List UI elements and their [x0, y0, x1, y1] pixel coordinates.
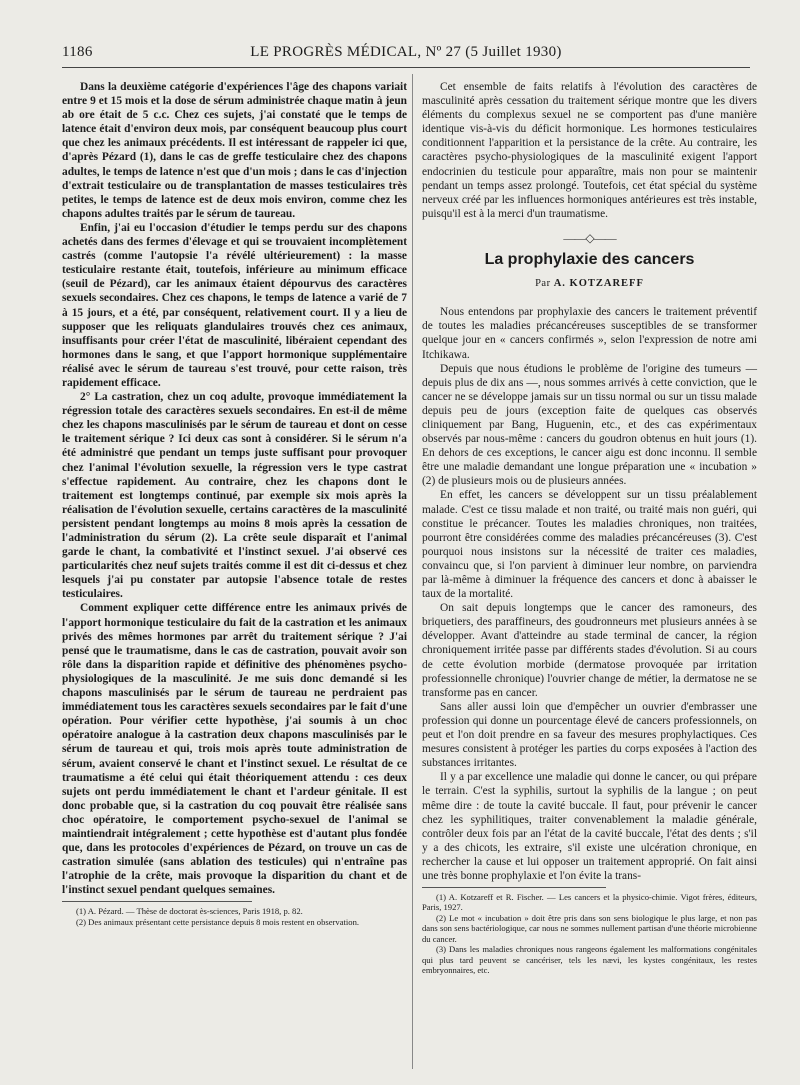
left-footnotes	[62, 906, 407, 927]
left-paragraph: 2° La castration, chez un coq adulte, provoque immédiatement la régression totale des caractères sexuels secondaires. En est-il de même chez les chapons masculinisés par le sérum de taureau et dont on cesse le traitement sérique ? Ici deux cas sont à considérer. Si le sérum n'a été administré que pendant un temps juste suffisant pour provoquer chez l'animal l'évolution sexuelle, la régression vers le type castrat s'effectue rapidement. Au contraire, chez les chapons dont le traitement est longtemps continué, par exemple six mois après la réalisation de l'évolution sexuelle, certains caractères de la masculinité persistent pendant longtemps au moins 8 mois après la cessation de l'administration du sérum (2). La crête seule disparaît et l'animal garde le chant, la combativité et l'instinct sexuel. J'ai observé ces particularités chez neuf sujets traités comme il est dit ci-dessus et chez lesquels j'ai pu constater par autopsie l'absence totale de restes testiculaires.	[62, 391, 407, 601]
right-paragraph: Nous entendons par prophylaxie des cancers le traitement préventif de toutes les maladies précancéreuses susceptibles de se transformer quelque jour en « cancers confirmés », selon l'expression de notre ami Itchikawa.	[422, 306, 757, 361]
left-paragraph: Enfin, j'ai eu l'occasion d'étudier le temps perdu sur des chapons achetés dans des fermes d'élevage et qui se trouvaient incomplètement castrés (comme l'autopsie l'a révélé ultérieurement) : la masse testiculaire restante était, toutefois, inférieure au minimum efficace (seuil de Pézard), car les animaux étaient dépourvus des caractères sexuels secondaires. Chez ces chapons, le temps de latence a varié de 7 à 15 jours, et a été, par conséquent, relativement court. Il y a lieu de supposer que les reliquats glandulaires trouvés chez ces animaux, insuffisants pour créer l'état de masculinité, libéraient cependant des hormones dans le sang, et que l'apport hormonique supplémentaire réalisé avec le sérum de taureau s'est trouvé, pour cette raison, très rapidement efficace.	[62, 221, 407, 389]
page-number: 1186	[62, 44, 93, 60]
right-paragraph: Il y a par excellence une maladie qui donne le cancer, ou qui prépare le terrain. C'est la syphilis, surtout la syphilis de la langue ; on peut même dire : de toute la cavité buccale. Il faut, pour prévenir le cancer chez les syphilitiques, traiter convenablement la maladie générale, contrôler deux fois par an l'état de la cavité buccale, l'état des dents ; s'il y a des chicots, les extraire, s'il existe une ulcération chronique, en rechercher la cause et lui opposer un traitement approprié. On fait ainsi une très bonne prophylaxie et l'on évite la trans-	[422, 771, 757, 882]
byline-author: A. KOTZAREFF	[553, 278, 644, 290]
left-body	[62, 80, 407, 897]
article-title: La prophylaxie des cancers	[484, 251, 695, 269]
footnote: (1) A. Kotzareff et R. Fischer. — Les cancers et la physico-chimie. Vigot frères, éditeurs, Paris, 1927.	[422, 892, 757, 913]
right-intro-paragraph: Cet ensemble de faits relatifs à l'évolution des caractères de masculinité après cessation du traitement sérique montre que les divers éléments du complexus sexuel ne se comportent pas d'une manière identique vis-à-vis du déficit hormonique. Les hormones testiculaires conditionnent l'apparition et la persistance de la crête. Au contraire, les caractères psycho-physiologiques de la masculinité exigent l'apport endocrinien du testicule pour apparaître, mais non pour se maintenir pendant un temps assez prolongé. Toutefois, cet état spécial du système nerveux créé par les influences hormoniques antérieures est très instable, puisqu'il est à la merci d'un traumatisme.	[422, 81, 757, 220]
footnote: (2) Des animaux présentant cette persistance depuis 8 mois restent en observation.	[76, 916, 360, 927]
left-column	[62, 80, 407, 927]
footnote: (3) Dans les maladies chroniques nous rangeons également les malformations congénitales qui plus tard peuvent se cancériser, tels les nævi, les kystes congénitaux, les restes embryonnaires, etc.	[422, 944, 757, 975]
right-paragraph: Depuis que nous étudions le problème de l'origine des tumeurs — depuis plus de dix ans —, nous sommes arrivés à cette conviction, que le cancer ne se développe jamais sur un tissu normal ou sur un tissu malade depuis peu de jours (exception faite de quelques cas observés cliniquement par Bang, Huguenin, etc., et des cas expérimentaux observés par nous-même : cancers du goudron obtenus en huit jours (1). En dehors de ces exceptions, le cancer aigu est donc inconnu. Il semble être une maladie demandant une longue préparation une « incubation » (2) de plusieurs mois ou de plusieurs années.	[422, 362, 757, 488]
right-paragraph: En effet, les cancers se développent sur un tissu préalablement malade. C'est ce tissu malade et non traité, ou traité mais non guéri, qui constitue le précancer. Toutes les maladies chroniques, non traitées, pourront être considérées comme des maladies précancéreuses (3). C'est pourquoi nous insistons sur la nécessité de traiter ces maladies, convaincu que, si l'on parvient à diminuer leur nombre, on parviendra par là-même à diminuer la fréquence des cancers et donc à abaisser le taux de la mortalité.	[422, 489, 757, 601]
right-paragraph: On sait depuis longtemps que le cancer des ramoneurs, des briquetiers, des paraffineurs, des goudronneurs met plusieurs années à se développer. Avant d'atteindre au stade terminal de cancer, la région chroniquement irritée passe par différents stades d'évolution. Si au cours de cette évolution morbide (dermatose provoquée par irritation professionnelle chronique) l'ouvrier change de métier, la dermatose ne se transforme pas en cancer.	[422, 602, 757, 699]
left-paragraph: Comment expliquer cette différence entre les animaux privés de l'apport hormonique testiculaire du fait de la castration et les animaux privés des mêmes hormones par arrêt du traitement sérique ? J'ai pensé que le traumatisme, dans le cas de castration, pouvait avoir son rôle dans la disparition rapide et définitive des phénomènes psycho-physiologiques de la masculinité. Je me suis donc demandé si les chapons masculinisés par le sérum de taureau ne perdraient pas immédiatement tous les caractères sexuels secondaires par le fait d'une opération. Pour vérifier cette hypothèse, j'ai soumis à un choc opératoire analogue à la castration deux chapons masculinisés par le sérum de taureau et qui, trois mois après toute administration de sérum, avaient conservé le chant et l'instinct sexuel. Le résultat de ce traumatisme a été celui qui était théoriquement attendu : ces deux sujets ont perdu immédiatement le chant et l'ardeur génitale. Il est donc probable que, si la castration du coq pouvait être réalisée sans choc opératoire, le comportement psycho-sexuel de l'animal se maintiendrait intégralement ; cette hypothèse est d'autant plus fondée que, dans les protocoles d'expériences de Pézard, on trouve un cas de castration simulée (sans ablation des testicules) qui n'entraîne pas l'atrophie de la crête, mais provoque la disparition du chant et de l'instinct sexuel pendant quelques semaines.	[62, 602, 407, 897]
byline-prefix: Par	[535, 278, 551, 290]
left-paragraph: Dans la deuxième catégorie d'expériences l'âge des chapons variait entre 9 et 15 mois et la dose de sérum administrée chaque matin à jeun ab ore était de 5 c.c. Chez ces sujets, j'ai constaté que le temps de latence était d'environ deux mois, par conséquent beaucoup plus court que chez les animaux précédents. Il est intéressant de rappeler ici que, d'après Pézard (1), dans le cas de greffe testiculaire chez des chapons adultes, le temps de latence n'est que d'un mois ; dans le cas d'injection d'extrait testiculaire ou de transplantation de masses testiculaires très petites, le temps de latence est de deux mois environ, comme chez les chapons adultes traités par le sérum de taureau.	[62, 81, 407, 220]
footnote: (2) Le mot « incubation » doit être pris dans son sens biologique le plus large, et non pas dans son sens bactériologique, car nous ne sommes nullement partisan d'une théorie microbienne du cancer.	[422, 912, 757, 944]
ornament-divider: ——◇——	[563, 230, 616, 245]
journal-title: LE PROGRÈS MÉDICAL, Nº 27 (5 Juillet 1930)	[250, 44, 562, 60]
footnote-rule	[422, 887, 606, 888]
right-footnotes	[422, 892, 757, 975]
header-rule	[62, 67, 750, 68]
page-header	[62, 44, 750, 66]
right-paragraph: Sans aller aussi loin que d'empêcher un ouvrier d'embrasser une profession qui donne un pourcentage élevé de cancers professionnels, on peut et l'on doit prendre en sa faveur des mesures prophylactiques. Ces mesures consistent à protéger les parties du corps exposées à l'action des substances irritantes.	[422, 700, 757, 770]
footnote: (1) A. Pézard. — Thèse de doctorat ès-sciences, Paris 1918, p. 82.	[76, 906, 303, 917]
column-divider	[412, 74, 413, 1069]
right-column	[422, 80, 757, 975]
byline	[422, 277, 757, 291]
footnote-rule	[62, 901, 252, 902]
